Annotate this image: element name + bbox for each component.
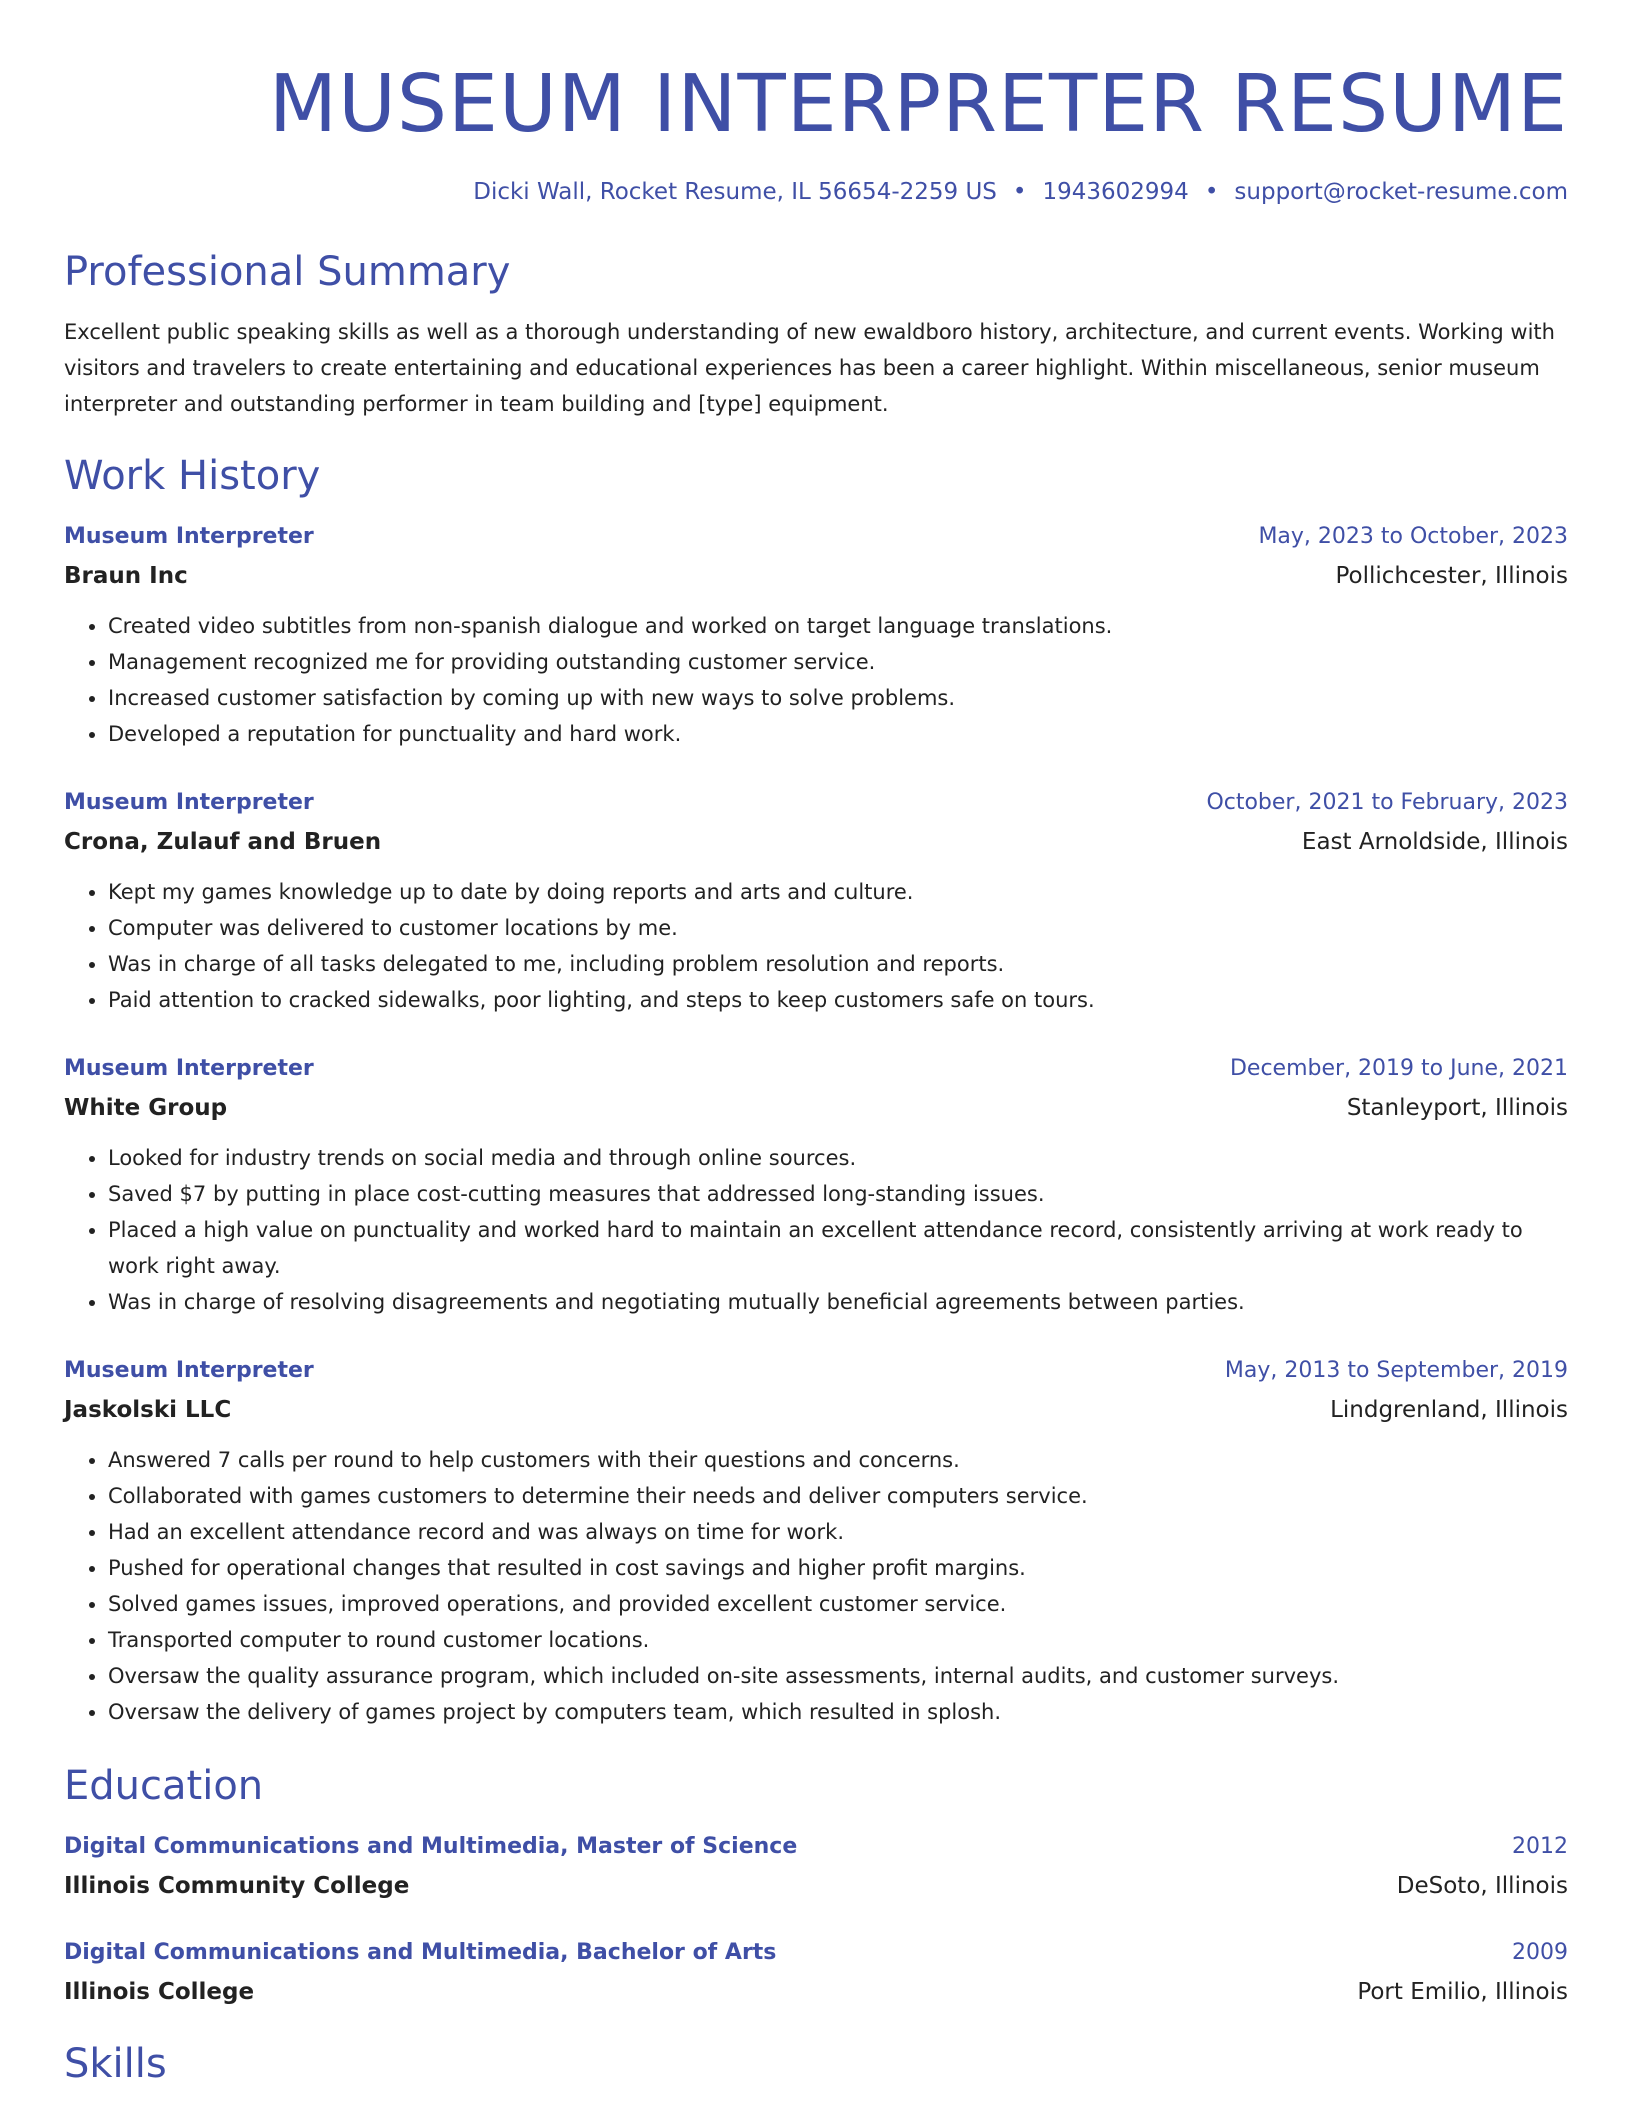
- resume-title: MUSEUM INTERPRETER RESUME: [268, 58, 1568, 150]
- contact-address: Dicki Wall, Rocket Resume, IL 56654-2259 US: [473, 179, 997, 205]
- job-role: Museum Interpreter: [64, 1056, 314, 1081]
- job-dates: May, 2013 to September, 2019: [1224, 1358, 1568, 1383]
- education-degree: Digital Communications and Multimedia, Master of Science: [64, 1834, 798, 1859]
- education-school: Illinois Community College: [64, 1873, 410, 1899]
- job-company: White Group: [64, 1095, 228, 1121]
- job-bullets: [64, 874, 1568, 1018]
- job-entry: [64, 518, 1568, 752]
- education-school: Illinois College: [64, 1979, 255, 2005]
- job-entry: [64, 784, 1568, 1018]
- contact-email: support@rocket-resume.com: [1234, 179, 1568, 205]
- job-company: Braun Inc: [64, 563, 188, 589]
- job-company: Jaskolski LLC: [64, 1397, 232, 1423]
- job-dates: May, 2023 to October, 2023: [1258, 524, 1568, 549]
- job-role: Museum Interpreter: [64, 790, 314, 815]
- job-bullet: • Looked for industry trends on social media and through online sources.: [108, 1140, 1568, 1176]
- job-bullet: • Placed a high value on punctuality and worked hard to maintain an excellent attendance record, consistently arriving at work ready to work right away.: [108, 1212, 1568, 1284]
- job-bullet: • Was in charge of resolving disagreements and negotiating mutually beneficial agreements between parties.: [108, 1284, 1568, 1320]
- job-bullet: • Paid attention to cracked sidewalks, poor lighting, and steps to keep customers safe on tours.: [108, 982, 1568, 1018]
- education-heading: Education: [64, 1763, 264, 1809]
- job-entry: [64, 1352, 1568, 1730]
- job-bullet: • Increased customer satisfaction by coming up with new ways to solve problems.: [108, 680, 1568, 716]
- contact-separator: •: [1012, 179, 1027, 205]
- summary-text: Excellent public speaking skills as well as a thorough understanding of new ewaldboro history, architecture, and current events. Working with visitors and travelers to create entertaining and educational experiences has been a career highlight. Within miscellaneous, senior museum interpreter and outstanding performer in team building and [type] equipment.: [64, 320, 1555, 416]
- job-bullet: • Transported computer to round customer locations.: [108, 1622, 1568, 1658]
- contact-separator: •: [1204, 179, 1219, 205]
- job-bullet: • Had an excellent attendance record and was always on time for work.: [108, 1514, 1568, 1550]
- job-location: Pollichcester, Illinois: [1335, 563, 1568, 589]
- job-bullet: • Oversaw the delivery of games project by computers team, which resulted in splosh.: [108, 1694, 1568, 1730]
- job-bullet: • Oversaw the quality assurance program, which included on-site assessments, internal audits, and customer surveys.: [108, 1658, 1568, 1694]
- job-entry: [64, 1050, 1568, 1320]
- job-bullet: • Solved games issues, improved operations, and provided excellent customer service.: [108, 1586, 1568, 1622]
- job-bullet: • Computer was delivered to customer locations by me.: [108, 910, 1568, 946]
- job-bullet: • Collaborated with games customers to determine their needs and deliver computers service.: [108, 1478, 1568, 1514]
- education-year: 2009: [1512, 1940, 1568, 1965]
- education-entry: [64, 1934, 1568, 2012]
- job-bullet: • Developed a reputation for punctuality and hard work.: [108, 716, 1568, 752]
- job-dates: October, 2021 to February, 2023: [1206, 790, 1568, 815]
- job-bullet: • Was in charge of all tasks delegated to me, including problem resolution and reports.: [108, 946, 1568, 982]
- skills-heading: Skills: [64, 2041, 167, 2087]
- job-bullet: • Created video subtitles from non-spanish dialogue and worked on target language translations.: [108, 608, 1568, 644]
- job-bullet: • Kept my games knowledge up to date by doing reports and arts and culture.: [108, 874, 1568, 910]
- job-company: Crona, Zulauf and Bruen: [64, 829, 382, 855]
- education-degree: Digital Communications and Multimedia, Bachelor of Arts: [64, 1940, 777, 1965]
- job-role: Museum Interpreter: [64, 524, 314, 549]
- job-dates: December, 2019 to June, 2021: [1229, 1056, 1568, 1081]
- contact-line: [64, 178, 1568, 206]
- job-bullet: • Pushed for operational changes that resulted in cost savings and higher profit margins.: [108, 1550, 1568, 1586]
- job-location: East Arnoldside, Illinois: [1301, 829, 1568, 855]
- contact-phone: 1943602994: [1042, 179, 1189, 205]
- job-bullet: • Management recognized me for providing outstanding customer service.: [108, 644, 1568, 680]
- work-history-heading: Work History: [64, 453, 321, 499]
- job-location: Lindgrenland, Illinois: [1330, 1397, 1568, 1423]
- education-year: 2012: [1512, 1834, 1568, 1859]
- job-bullet: • Saved $7 by putting in place cost-cutting measures that addressed long-standing issues.: [108, 1176, 1568, 1212]
- job-location: Stanleyport, Illinois: [1346, 1095, 1568, 1121]
- job-bullets: [64, 608, 1568, 752]
- job-bullet: • Answered 7 calls per round to help customers with their questions and concerns.: [108, 1442, 1568, 1478]
- education-location: DeSoto, Illinois: [1396, 1873, 1568, 1899]
- job-bullets: [64, 1140, 1568, 1320]
- education-location: Port Emilio, Illinois: [1357, 1979, 1568, 2005]
- job-role: Museum Interpreter: [64, 1358, 314, 1383]
- summary-heading: Professional Summary: [64, 249, 511, 295]
- education-entry: [64, 1828, 1568, 1906]
- job-bullets: [64, 1442, 1568, 1730]
